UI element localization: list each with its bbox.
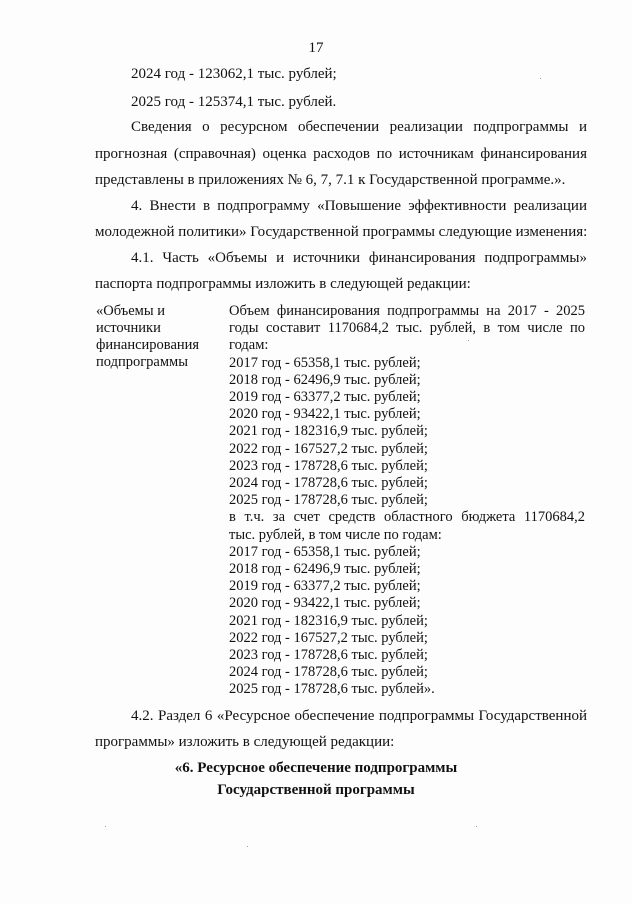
- item-4-2-line-2: программы» изложить в следующей редакции:: [95, 734, 395, 750]
- item-4-1-line-2: паспорта подпрограммы изложить в следующей редакции:: [95, 276, 471, 292]
- right-cell-intro-line: Объем финансирования подпрограммы на 2017 - 2025: [229, 303, 585, 319]
- scan-speck: [476, 826, 477, 827]
- year-total-line: 2018 год - 62496,9 тыс. рублей;: [229, 371, 421, 388]
- year-total-line: 2020 год - 93422,1 тыс. рублей;: [229, 406, 421, 423]
- left-cell-line: подпрограммы: [96, 354, 188, 370]
- year-regional-line: 2018 год - 62496,9 тыс. рублей;: [229, 561, 421, 578]
- year-total-line: 2017 год - 65358,1 тыс. рублей;: [229, 354, 421, 371]
- section-heading-line-1: «6. Ресурсное обеспечение подпрограммы: [174, 760, 458, 776]
- right-cell-intro-line: годы составит 1170684,2 тыс. рублей, в том числе по: [229, 320, 585, 337]
- scan-speck: [247, 846, 248, 847]
- table-right-cell: [229, 303, 585, 699]
- year-regional-line: 2023 год - 178728,6 тыс. рублей;: [229, 647, 428, 664]
- item-4-1-line-1: 4.1. Часть «Объемы и источники финансирования подпрограммы»: [131, 250, 587, 266]
- year-total-line: 2025 год - 178728,6 тыс. рублей;: [229, 492, 428, 509]
- year-total-line: 2019 год - 63377,2 тыс. рублей;: [229, 389, 421, 406]
- year-regional-line: 2021 год - 182316,9 тыс. рублей;: [229, 612, 428, 629]
- year-regional-line: 2022 год - 167527,2 тыс. рублей;: [229, 629, 428, 646]
- table-left-cell: [96, 303, 226, 371]
- left-cell-line: источники: [96, 320, 161, 336]
- year-total-line: 2022 год - 167527,2 тыс. рублей;: [229, 440, 428, 457]
- year-regional-line: 2024 год - 178728,6 тыс. рублей;: [229, 664, 428, 681]
- info-paragraph-line-1: Сведения о ресурсном обеспечении реализации подпрограммы и: [131, 119, 587, 135]
- left-cell-line: «Объемы и: [96, 303, 165, 319]
- info-paragraph-line-2: прогнозная (справочная) оценка расходов по источникам финансирования: [95, 146, 587, 162]
- item-4-line-1: 4. Внести в подпрограмму «Повышение эффективности реализации: [131, 198, 587, 214]
- scan-speck: [105, 826, 106, 827]
- year-total-line: 2024 год - 178728,6 тыс. рублей;: [229, 475, 428, 492]
- year-regional-line: 2020 год - 93422,1 тыс. рублей;: [229, 595, 421, 612]
- year-total-line: 2021 год - 182316,9 тыс. рублей;: [229, 423, 428, 440]
- right-cell-intro-last: годам:: [229, 337, 269, 354]
- item-4-2-line-1: 4.2. Раздел 6 «Ресурсное обеспечение подпрограммы Государственной: [131, 708, 587, 724]
- scan-speck: [540, 78, 541, 79]
- intro-line-2025: 2025 год - 125374,1 тыс. рублей.: [131, 94, 337, 110]
- scan-speck: [468, 340, 469, 341]
- intro-line-2024: 2024 год - 123062,1 тыс. рублей;: [131, 66, 337, 82]
- item-4-line-2: молодежной политики» Государственной программы следующие изменения:: [95, 224, 588, 240]
- regional-intro-last: тыс. рублей, в том числе по годам:: [229, 526, 442, 543]
- left-cell-line: финансирования: [96, 337, 200, 353]
- info-paragraph-line-3: представлены в приложениях № 6, 7, 7.1 к Государственной программе.».: [95, 172, 566, 188]
- year-regional-line: 2019 год - 63377,2 тыс. рублей;: [229, 578, 421, 595]
- year-regional-line: 2025 год - 178728,6 тыс. рублей».: [229, 681, 435, 698]
- page-number: 17: [308, 40, 324, 56]
- section-heading-line-2: Государственной программы: [217, 782, 415, 798]
- year-total-line: 2023 год - 178728,6 тыс. рублей;: [229, 457, 428, 474]
- regional-intro-line: в т.ч. за счет средств областного бюджета 1170684,2: [229, 509, 585, 526]
- year-regional-line: 2017 год - 65358,1 тыс. рублей;: [229, 543, 421, 560]
